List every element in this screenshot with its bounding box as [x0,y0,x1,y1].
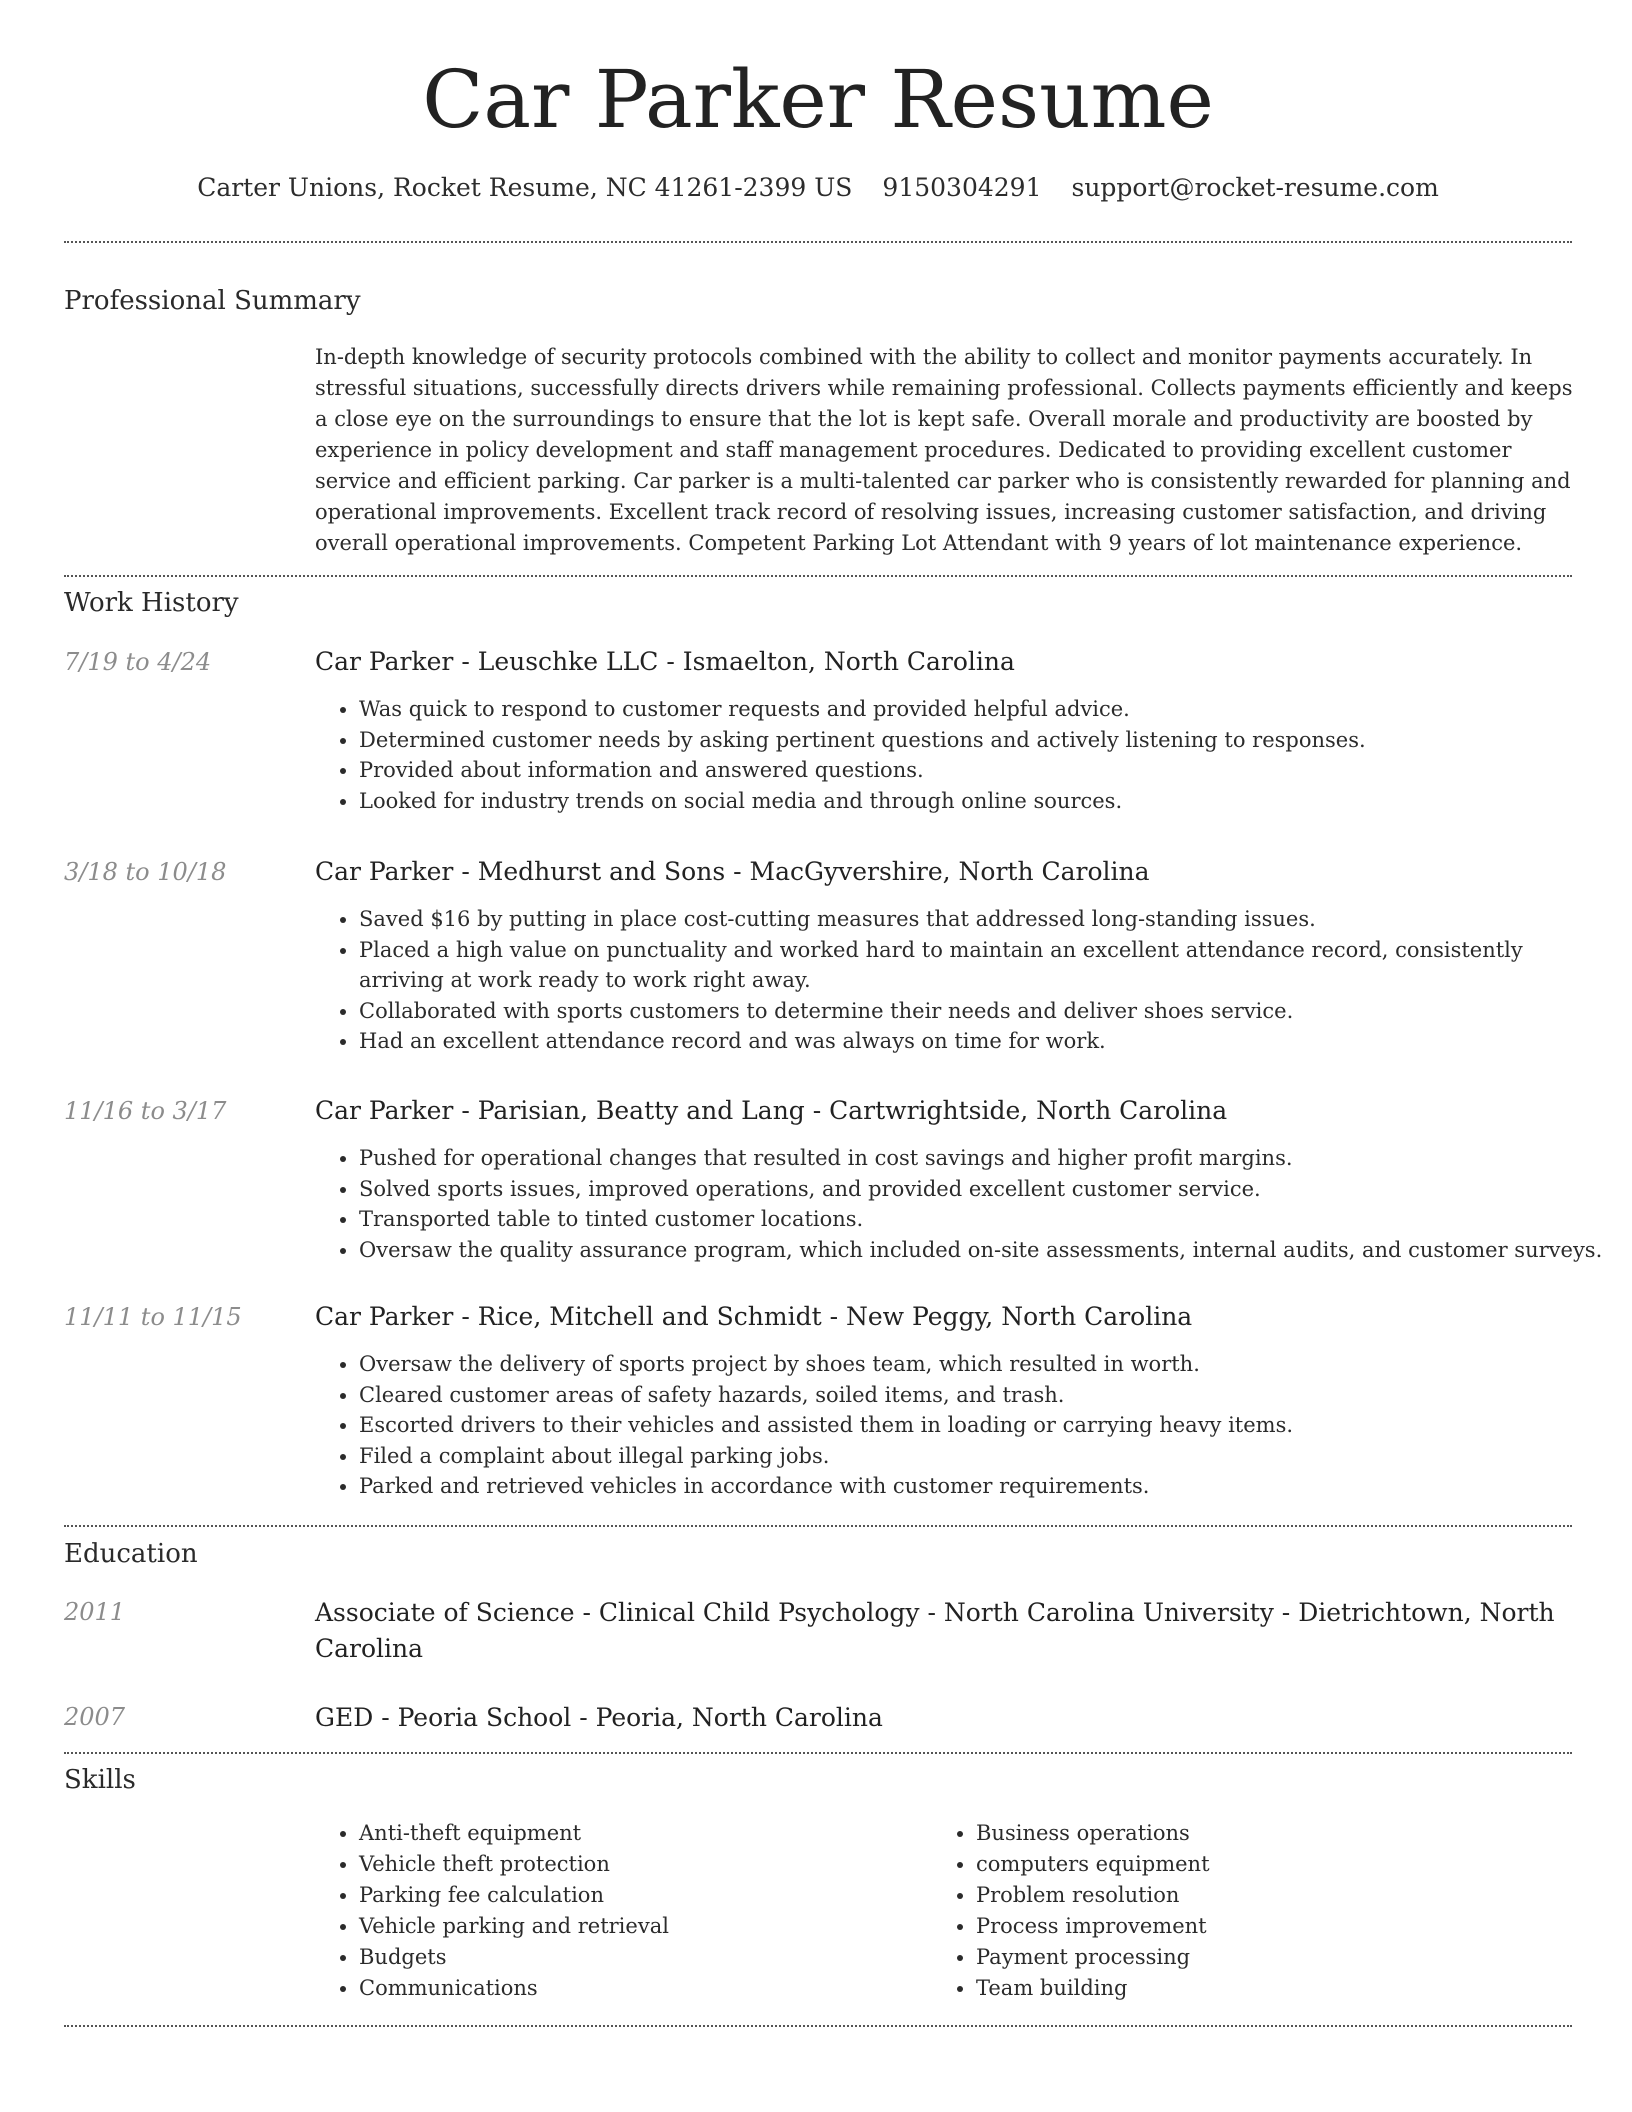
skill-item: • Process improvement [976,1911,1536,1942]
job-bullets [315,1143,1609,1265]
job-dates: 11/11 to 11/15 [64,1303,242,1331]
skill-item: • computers equipment [976,1849,1536,1880]
job-title: Car Parker - Leuschke LLC - Ismaelton, North Carolina [315,647,1015,676]
contact-line [64,170,1572,206]
job-title: Car Parker - Parisian, Beatty and Lang - Cartwrightside, North Carolina [315,1096,1228,1125]
skill-item: • Payment processing [976,1942,1536,1973]
job-bullets [315,1349,1609,1502]
job-bullet: • Had an excellent attendance record and was always on time for work. [359,1026,1609,1057]
skills-list-right [932,1818,1536,2004]
job-bullet: • Oversaw the quality assurance program, which included on-site assessments, internal audits, and customer surveys. [359,1235,1609,1266]
divider [64,1525,1572,1527]
education-heading: Education [64,1539,198,1569]
education-year: 2007 [64,1703,126,1731]
job-dates: 7/19 to 4/24 [64,648,212,676]
divider [64,241,1572,243]
job-bullet: • Cleared customer areas of safety hazards, soiled items, and trash. [359,1380,1609,1411]
job-bullets [315,904,1609,1057]
job-bullet: • Collaborated with sports customers to determine their needs and deliver shoes service. [359,996,1609,1027]
job-bullet: • Was quick to respond to customer requests and provided helpful advice. [359,694,1609,725]
skill-item: • Parking fee calculation [359,1880,919,1911]
summary-text: In-depth knowledge of security protocols combined with the ability to collect and monitor payments accurately. In stressful situations, successfully directs drivers while remaining professional. Collects payments efficiently and keeps a close eye on the surroundings to ensure that the lot is kept safe. Overall morale and productivity are boosted by experience in policy development and staff management procedures. Dedicated to providing excellent customer service and efficient parking. Car parker is a multi-talented car parker who is consistently rewarded for planning and operational improvements. Excellent track record of resolving issues, increasing customer satisfaction, and driving overall operational improvements. Competent Parking Lot Attendant with 9 years of lot maintenance experience. [315,345,1573,555]
skill-item: • Budgets [359,1942,919,1973]
job-bullet: • Oversaw the delivery of sports project by shoes team, which resulted in worth. [359,1349,1609,1380]
job-title: Car Parker - Rice, Mitchell and Schmidt - New Peggy, North Carolina [315,1302,1193,1331]
job-bullet: • Placed a high value on punctuality and worked hard to maintain an excellent attendance record, consistently arriving at work ready to work right away. [359,935,1609,996]
job-bullet: • Looked for industry trends on social media and through online sources. [359,786,1609,817]
divider [64,575,1572,577]
skill-item: • Vehicle theft protection [359,1849,919,1880]
skill-item: • Team building [976,1973,1536,2004]
job-bullet: • Escorted drivers to their vehicles and assisted them in loading or carrying heavy items. [359,1410,1609,1441]
resume-title: Car Parker Resume [422,53,1214,146]
education-title: GED - Peoria School - Peoria, North Carolina [315,1703,883,1732]
job-bullet: • Transported table to tinted customer locations. [359,1204,1609,1235]
job-title: Car Parker - Medhurst and Sons - MacGyvershire, North Carolina [315,857,1150,886]
job-bullet: • Provided about information and answered questions. [359,755,1609,786]
skill-item: • Problem resolution [976,1880,1536,1911]
education-year: 2011 [64,1598,126,1626]
contact-phone: 9150304291 [882,173,1042,202]
work-history-heading: Work History [64,588,239,618]
job-bullet: • Determined customer needs by asking pertinent questions and actively listening to responses. [359,725,1609,756]
job-dates: 3/18 to 10/18 [64,858,227,886]
job-bullet: • Filed a complaint about illegal parking jobs. [359,1441,1609,1472]
contact-address: Carter Unions, Rocket Resume, NC 41261-2399 US [197,173,853,202]
job-bullets [315,694,1609,816]
contact-email: support@rocket-resume.com [1071,173,1439,202]
divider [64,2025,1572,2027]
skills-heading: Skills [64,1765,136,1795]
skill-item: • Business operations [976,1818,1536,1849]
divider [64,1752,1572,1754]
education-title: Associate of Science - Clinical Child Psychology - North Carolina University - Dietrichtown, North Carolina [315,1598,1555,1663]
job-bullet: • Solved sports issues, improved operations, and provided excellent customer service. [359,1174,1609,1205]
skill-item: • Vehicle parking and retrieval [359,1911,919,1942]
skill-item: • Communications [359,1973,919,2004]
skills-list-left [315,1818,919,2004]
job-bullet: • Parked and retrieved vehicles in accordance with customer requirements. [359,1471,1609,1502]
summary-heading: Professional Summary [64,286,361,316]
skill-item: • Anti-theft equipment [359,1818,919,1849]
job-bullet: • Pushed for operational changes that resulted in cost savings and higher profit margins. [359,1143,1609,1174]
job-bullet: • Saved $16 by putting in place cost-cutting measures that addressed long-standing issues. [359,904,1609,935]
job-dates: 11/16 to 3/17 [64,1097,227,1125]
